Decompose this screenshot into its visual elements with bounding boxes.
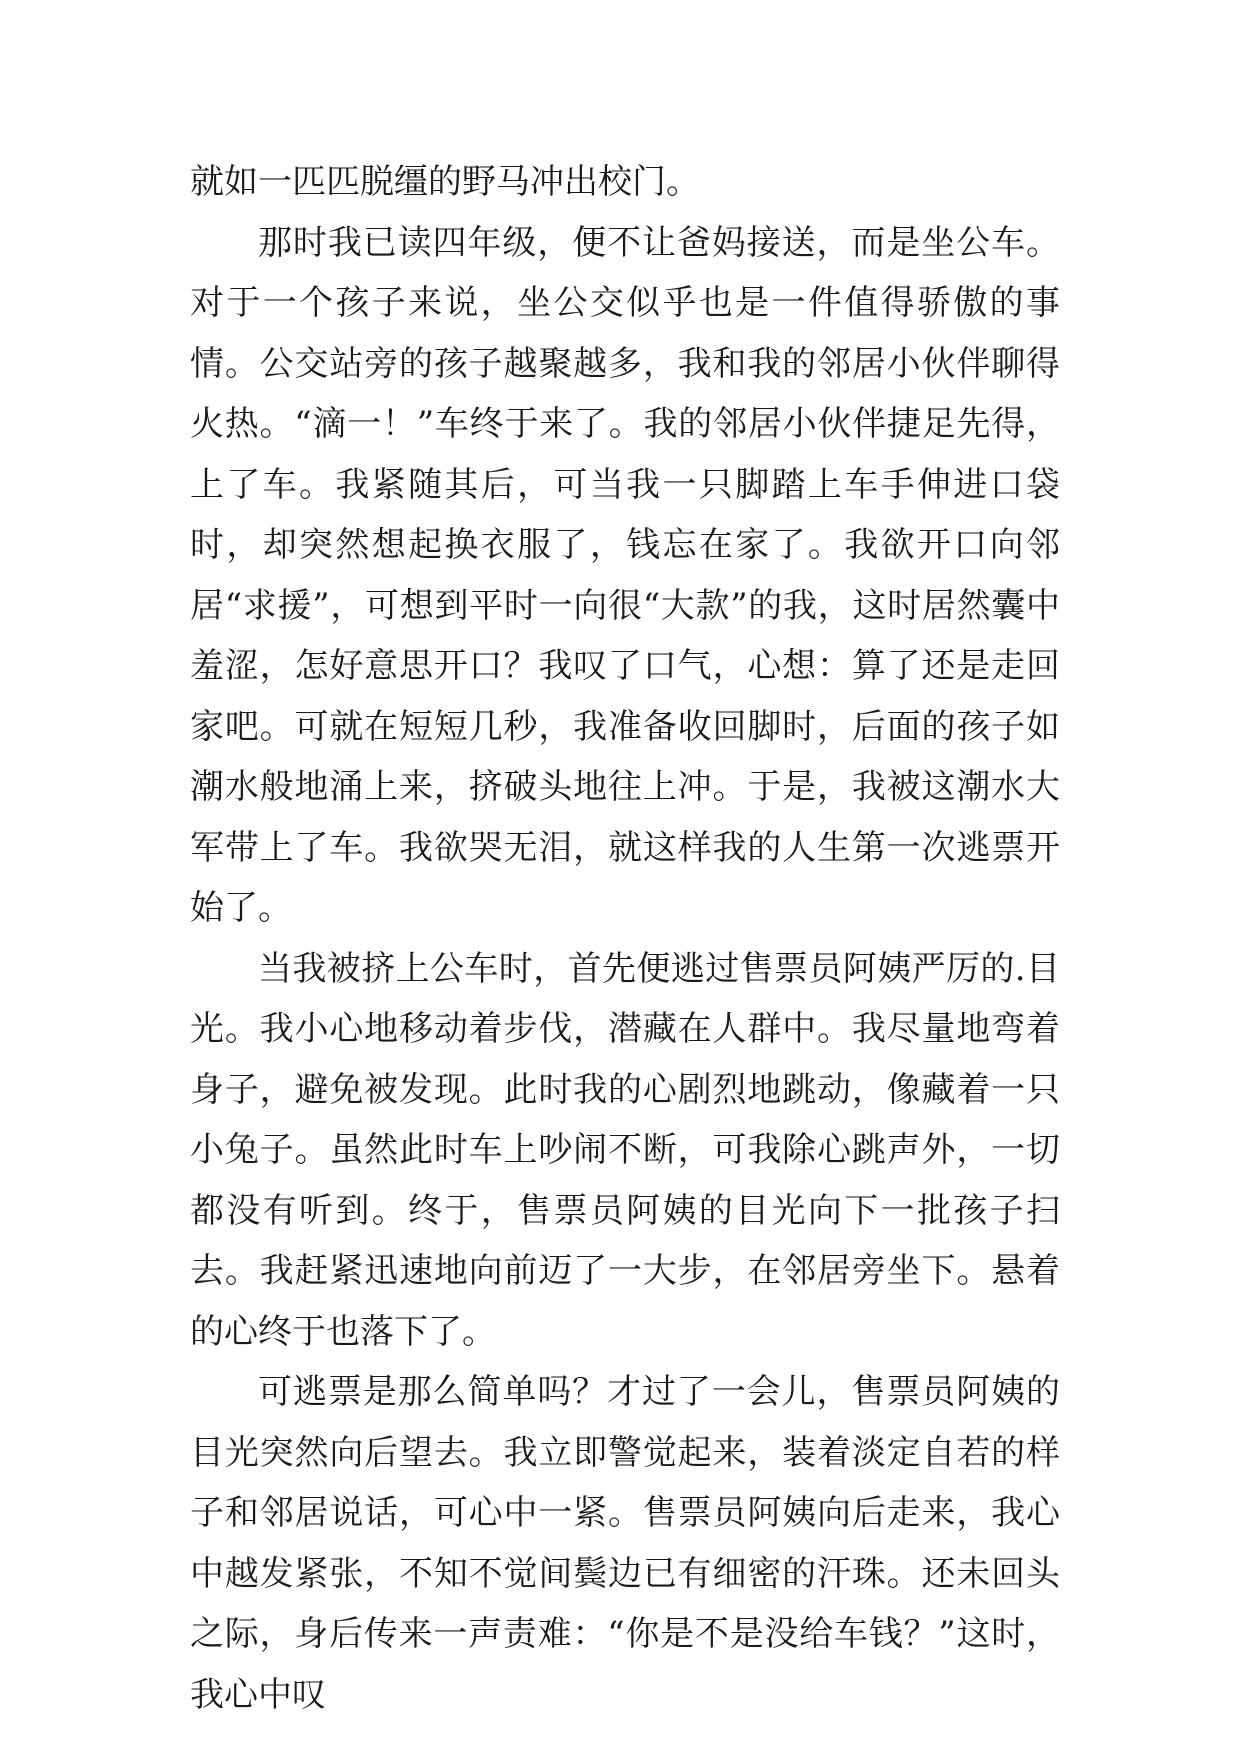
paragraph-1: 就如一匹匹脱缰的野马冲出校门。 <box>190 162 700 202</box>
paragraph-3: 当我被挤上公车时，首先便逃过售票员阿姨严厉的.目光。我小心地移动着步伐，潜藏在人群中。我尽量地弯着身子，避免被发现。此时我的心剧烈地跳动，像藏着一只小兔子。虽然此时车上吵闹不断，可我除心跳声外，一切都没有听到。终于，售票员阿姨的目光向下一批孩子扫去。我赶紧迅速地向前迈了一大步，在邻居旁坐下。悬着的心终于也落下了。 <box>190 948 1060 1352</box>
paragraph-2: 那时我已读四年级，便不让爸妈接送，而是坐公车。对于一个孩子来说，坐公交似乎也是一件值得骄傲的事情。公交站旁的孩子越聚越多，我和我的邻居小伙伴聊得火热。“滴一！”车终于来了。我的邻居小伙伴捷足先得，上了车。我紧随其后，可当我一只脚踏上车手伸进口袋时，却突然想起换衣服了，钱忘在家了。我欲开口向邻居“求援”，可想到平时一向很“大款”的我，这时居然囊中羞涩，怎好意思开口？我叹了口气，心想：算了还是走回家吧。可就在短短几秒，我准备收回脚时，后面的孩子如潮水般地涌上来，挤破头地往上冲。于是，我被这潮水大军带上了车。我欲哭无泪，就这样我的人生第一次逃票开始了。 <box>190 222 1060 928</box>
paragraph-4: 可逃票是那么简单吗？才过了一会儿，售票员阿姨的目光突然向后望去。我立即警觉起来，装着淡定自若的样子和邻居说话，可心中一紧。售票员阿姨向后走来，我心中越发紧张，不知不觉间鬓边已有细密的汗珠。还未回头之际，身后传来一声责难：“你是不是没给车钱？”这时，我心中叹 <box>190 1372 1060 1715</box>
body-text <box>190 152 1060 1725</box>
